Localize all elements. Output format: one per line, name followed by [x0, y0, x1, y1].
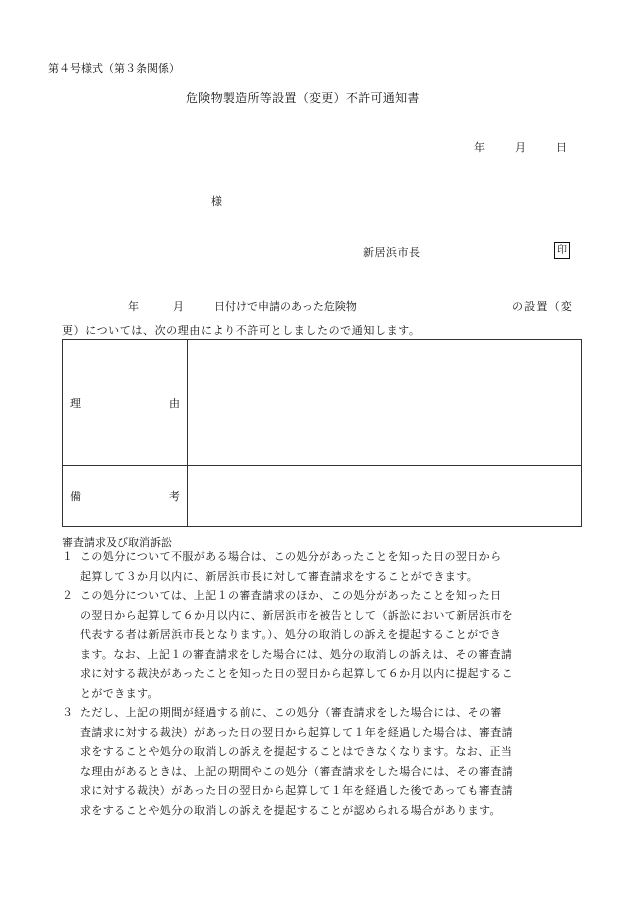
reason-label-left: 理: [70, 396, 81, 410]
note-line: 査請求に対する裁決）があった日の翌日から起算して１年を経過した場合は、審査請: [80, 725, 514, 739]
date-year-label: 年: [474, 141, 485, 154]
form-number-label: 第４号様式（第３条関係）: [48, 62, 180, 75]
reason-row: [63, 340, 582, 466]
note-line: この処分について不服がある場合は、この処分があったことを知った日の翌日から: [80, 550, 502, 563]
note-number: ３: [62, 706, 74, 719]
note-number: １: [62, 550, 74, 563]
remarks-label-cell: [63, 466, 188, 527]
intro-line-2: 更）については、次の理由により不許可としましたので通知します。: [62, 324, 421, 337]
note-line: 求に対する裁決）があった日の翌日から起算して１年を経過した後であっても審査請: [80, 784, 513, 797]
note-item: [62, 586, 584, 703]
recipient-honorific: 様: [211, 195, 222, 208]
note-line: 求に対する裁決があったことを知った日の翌日から起算して６か月以内に提起するこ: [80, 667, 514, 680]
note-number: ２: [62, 589, 74, 602]
remarks-value-cell[interactable]: [188, 466, 582, 527]
date-day-label: 日: [556, 141, 567, 154]
reason-value-cell[interactable]: [188, 340, 582, 466]
sender-name: 新居浜市長: [363, 246, 421, 259]
note-item: [62, 703, 584, 820]
note-line: な理由があるときは、上記の期間やこの処分（審査請求をした場合には、その審査請: [80, 764, 514, 778]
remarks-label-left: 備: [70, 490, 81, 503]
note-line: 代表する者は新居浜市長となります。）、処分の取消しの訴えを提起することができ: [80, 628, 502, 641]
note-line: とができます。: [80, 686, 159, 700]
document-title: 危険物製造所等設置（変更）不許可通知書: [186, 91, 420, 105]
note-line: 求をすることや処分の取消しの訴えを提起することはできなくなります。なお、正当: [80, 745, 513, 758]
note-line: の翌日から起算して６か月以内に、新居浜市を被告として（訴訟において新居浜市を: [80, 608, 514, 622]
remarks-row: [63, 466, 582, 527]
date-month-label: 月: [515, 141, 526, 154]
intro-year: 年: [128, 300, 139, 313]
reason-label-cell: [63, 340, 188, 466]
intro-month: 月: [173, 300, 184, 313]
reason-label-right: 由: [169, 396, 180, 410]
note-line: この処分については、上記１の審査請求のほか、この処分があったことを知った日: [80, 589, 502, 602]
reason-remarks-table: [62, 339, 582, 527]
note-line: 起算して３か月以内に、新居浜市長に対して審査請求をすることができます。: [80, 569, 479, 583]
intro-setup-text: の設置（変: [512, 300, 573, 313]
note-line: ただし、上記の期間が経過する前に、この処分（審査請求をした場合には、その審: [80, 706, 502, 719]
note-item: [62, 547, 584, 586]
remarks-label-right: 考: [169, 490, 180, 503]
notes-heading: 審査請求及び取消訴訟: [62, 536, 172, 549]
seal-mark: 印: [554, 242, 570, 259]
note-line: 求をすることや処分の取消しの訴えを提起することが認められる場合があります。: [80, 803, 501, 817]
note-line: ます。なお、上記１の審査請求をした場合には、処分の取消しの訴えは、その審査請: [80, 647, 513, 661]
intro-dated-text: 日付けで申請のあった危険物: [214, 300, 357, 313]
